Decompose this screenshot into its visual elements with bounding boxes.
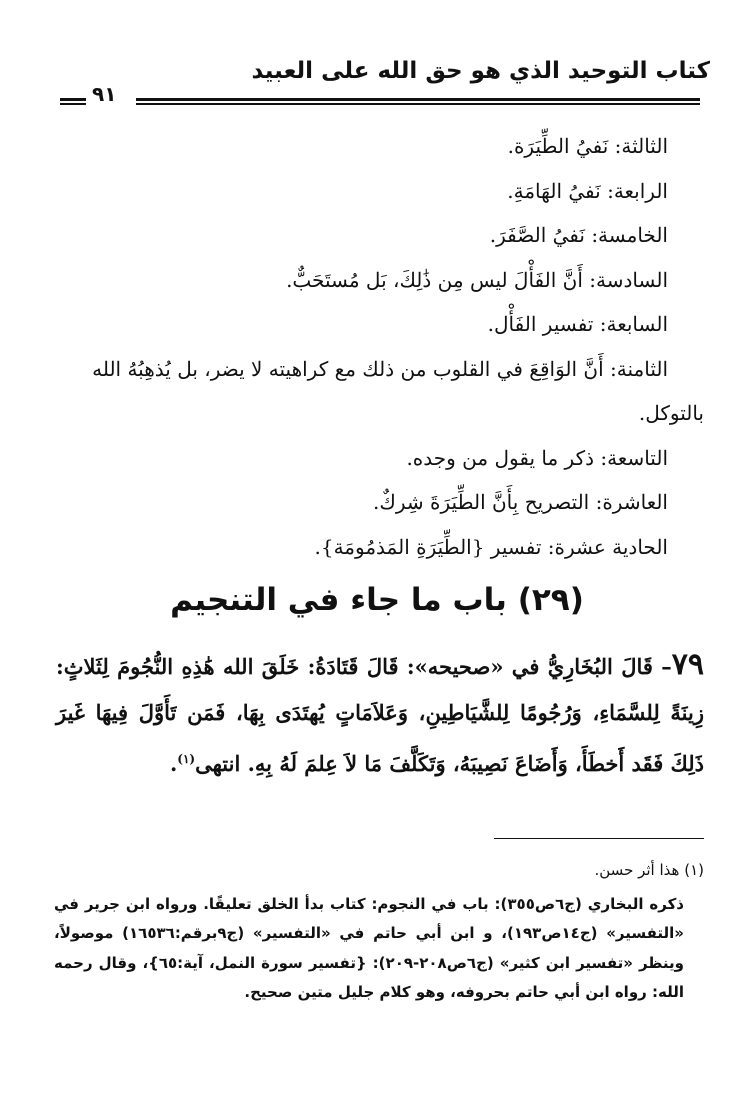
point-8: الثامنة: أَنَّ الوَاقِعَ في القلوب من ذلك مع كراهيته لا يضر، بل يُذهِبُهُ الله (92, 356, 668, 381)
point-8-continuation: بالتوكل. (638, 401, 704, 425)
footnote-body: ذكره البخاري (ج٦ص٣٥٥): باب في النجوم: كتاب بدأ الخلق تعليقًا. ورواه ابن جرير في «التفسير» (ج١٤ص١٩٣)، و ابن أبي حاتم في «التفسير» (ج٩برقم:١٦٥٣٦) موصولاً، وينظر «تفسير ابن كثير» (ج٦ص٢٠٨-٢٠٩): {تفسير سورة النمل، آية:٦٥}، وقال رحمه الله: رواه ابن أبي حاتم بحروفه، وهو كلام جليل متين صحيح. (54, 894, 684, 1001)
lesson-points (60, 124, 704, 569)
point-11: الحادية عشرة: تفسير {الطِّيَرَةِ المَذمُومَة}. (314, 534, 668, 559)
footnote-heading: (١) هذا أثر حسن. (594, 861, 704, 879)
header-rule-thin (136, 103, 700, 105)
footnotes (54, 856, 704, 1008)
point-4: الرابعة: نَفيُ الهَامَةِ. (507, 178, 668, 203)
header-rule-thick (136, 98, 700, 101)
point-7: السابعة: تفسير الفَأْل. (487, 312, 668, 336)
chapter-title: (٢٩) باب ما جاء في التنجيم (170, 582, 584, 618)
hadith-text: ٧٩– قَالَ البُخَارِيُّ في «صحيحه»: قَالَ قَتَادَةُ: خَلَقَ الله هَٰذِهِ النُّجُومَ لِثَلاثٍ: زِينَةً لِلسَّمَاءِ، وَرُجُومًا لِلشَّيَاطِينِ، وَعَلاَمَاتٍ يُهتَدَى بِهَا، فَمَن تَأَوَّلَ فِيهَا غَيرَ ذَلِكَ فَقَد أَخطَأَ، وَأَضَاعَ نَصِيبَهُ، وَتَكَلَّفَ مَا لاَ عِلمَ لَهُ بِهِ. انتهى$^{(١)}$. (56, 647, 704, 776)
footnote-separator (494, 838, 704, 839)
point-5: الخامسة: نَفيُ الصَّفَرَ. (489, 223, 668, 247)
running-header-title: كتاب التوحيد الذي هو حق الله على العبيد (251, 58, 710, 84)
hadith-body: قَالَ البُخَارِيُّ في «صحيحه»: قَالَ قَتَادَةُ: خَلَقَ الله هَٰذِهِ النُّجُومَ لِثَلاثٍ: زِينَةً لِلسَّمَاءِ، وَرُجُومًا لِلشَّيَاطِينِ، وَعَلاَمَاتٍ يُهتَدَى بِهَا، فَمَن تَأَوَّلَ فِيهَا غَيرَ ذَلِكَ فَقَد أَخطَأَ، وَأَضَاعَ نَصِيبَهُ، وَتَكَلَّفَ مَا لاَ عِلمَ لَهُ بِهِ. انتهى (56, 654, 704, 776)
hadith-dash: – (652, 654, 672, 679)
point-6: السادسة: أَنَّ الفَأْلَ ليس مِن ذَٰلِكَ، بَل مُستَحَبٌّ. (286, 267, 668, 292)
footnote-reference: (١) (177, 752, 196, 766)
hadith-number: ٧٩ (671, 647, 704, 682)
point-10: العاشرة: التصريح بِأَنَّ الطِّيَرَةَ شِركٌ. (373, 490, 668, 514)
page-number-rule-thick (60, 98, 86, 101)
page-number-rule-thin (60, 103, 86, 105)
page-number: ٩١ (92, 82, 117, 106)
point-3: الثالثة: نَفيُ الطِّيَرَة. (507, 134, 668, 158)
point-9: التاسعة: ذكر ما يقول من وجده. (406, 445, 668, 470)
